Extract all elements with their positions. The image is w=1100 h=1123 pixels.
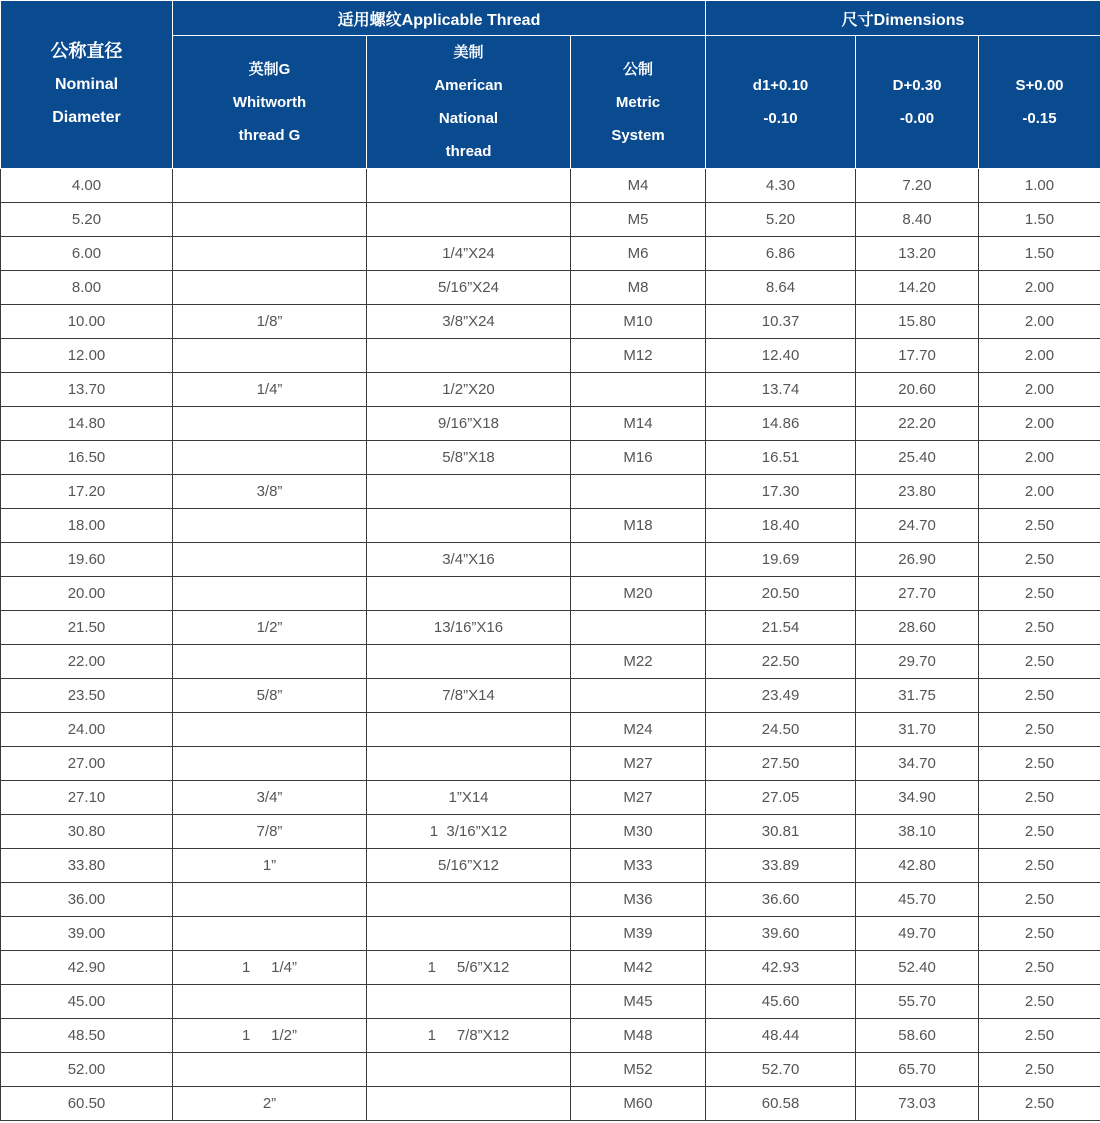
american-cell: 1/2”X20: [367, 373, 571, 407]
american-cell: 9/16”X18: [367, 407, 571, 441]
S-cell: 2.50: [979, 849, 1100, 883]
d1-cell: 48.44: [706, 1019, 856, 1053]
nominal-cell: 60.50: [1, 1087, 173, 1121]
d1-cell: 27.50: [706, 747, 856, 781]
S-tolerance-minus: -0.15: [1022, 110, 1057, 127]
D-cell: 26.90: [856, 543, 979, 577]
american-en-label-2: National: [438, 110, 499, 127]
american-cell: [367, 747, 571, 781]
american-cell: 3/4”X16: [367, 543, 571, 577]
american-cell: [367, 645, 571, 679]
d1-cell: 42.93: [706, 951, 856, 985]
d1-cell: 8.64: [706, 271, 856, 305]
whitworth-cell: [173, 1053, 367, 1087]
whitworth-cell: [173, 985, 367, 1019]
whitworth-cell: [173, 577, 367, 611]
whitworth-cell: [173, 407, 367, 441]
d1-cell: 22.50: [706, 645, 856, 679]
nominal-cell: 36.00: [1, 883, 173, 917]
d1-cell: 12.40: [706, 339, 856, 373]
nominal-cell: 21.50: [1, 611, 173, 645]
whitworth-cell: 1 1/2”: [173, 1019, 367, 1053]
metric-cell: M16: [571, 441, 706, 475]
d1-cell: 4.30: [706, 169, 856, 203]
table-row: [1, 1087, 1100, 1121]
metric-cell: M52: [571, 1053, 706, 1087]
whitworth-cell: [173, 917, 367, 951]
d1-cell: 17.30: [706, 475, 856, 509]
nominal-cell: 18.00: [1, 509, 173, 543]
D-cell: 31.70: [856, 713, 979, 747]
whitworth-en-label-1: Whitworth: [232, 93, 307, 111]
american-cell: [367, 509, 571, 543]
american-cell: 1/4”X24: [367, 237, 571, 271]
metric-cell: M39: [571, 917, 706, 951]
american-cell: [367, 985, 571, 1019]
metric-cell: M33: [571, 849, 706, 883]
d1-tolerance-minus: -0.10: [763, 110, 798, 127]
table-row: [1, 407, 1100, 441]
table-row: [1, 985, 1100, 1019]
metric-cell: M60: [571, 1087, 706, 1121]
nominal-cell: 30.80: [1, 815, 173, 849]
S-cell: 2.50: [979, 1053, 1100, 1087]
nominal-cell: 20.00: [1, 577, 173, 611]
american-header: [367, 36, 571, 169]
d1-cell: 30.81: [706, 815, 856, 849]
american-zh-label: 美制: [453, 44, 484, 61]
metric-cell: M4: [571, 169, 706, 203]
american-en-label-3: thread: [445, 143, 492, 160]
metric-cell: [571, 475, 706, 509]
table-row: [1, 475, 1100, 509]
S-cell: 2.00: [979, 373, 1100, 407]
american-cell: [367, 339, 571, 373]
metric-cell: M30: [571, 815, 706, 849]
d1-cell: 45.60: [706, 985, 856, 1019]
d1-cell: 23.49: [706, 679, 856, 713]
D-cell: 13.20: [856, 237, 979, 271]
S-cell: 1.00: [979, 169, 1100, 203]
metric-cell: M22: [571, 645, 706, 679]
nominal-cell: 48.50: [1, 1019, 173, 1053]
d1-cell: 60.58: [706, 1087, 856, 1121]
S-cell: 2.50: [979, 1087, 1100, 1121]
nominal-cell: 23.50: [1, 679, 173, 713]
S-cell: 2.50: [979, 917, 1100, 951]
whitworth-cell: 5/8”: [173, 679, 367, 713]
S-cell: 2.00: [979, 441, 1100, 475]
metric-zh-label: 公制: [623, 60, 654, 78]
d1-cell: 52.70: [706, 1053, 856, 1087]
metric-cell: [571, 679, 706, 713]
d1-header: [706, 36, 856, 169]
nominal-cell: 4.00: [1, 169, 173, 203]
nominal-cell: 14.80: [1, 407, 173, 441]
table-row: [1, 849, 1100, 883]
d1-cell: 14.86: [706, 407, 856, 441]
S-cell: 2.00: [979, 305, 1100, 339]
S-cell: 2.50: [979, 1019, 1100, 1053]
nominal-cell: 16.50: [1, 441, 173, 475]
table-row: [1, 1053, 1100, 1087]
american-cell: 13/16”X16: [367, 611, 571, 645]
metric-en-label-2: System: [611, 126, 665, 144]
table-row: [1, 373, 1100, 407]
whitworth-cell: [173, 713, 367, 747]
american-cell: 1 7/8”X12: [367, 1019, 571, 1053]
nominal-cell: 42.90: [1, 951, 173, 985]
S-cell: 2.50: [979, 713, 1100, 747]
header-row-groups: [1, 1, 1100, 36]
metric-cell: M36: [571, 883, 706, 917]
table-row: [1, 679, 1100, 713]
whitworth-cell: 1/2”: [173, 611, 367, 645]
metric-cell: [571, 611, 706, 645]
table-row: [1, 815, 1100, 849]
D-cell: 31.75: [856, 679, 979, 713]
american-cell: [367, 917, 571, 951]
D-tolerance-minus: -0.00: [899, 110, 935, 127]
metric-cell: [571, 543, 706, 577]
table-row: [1, 509, 1100, 543]
whitworth-cell: [173, 271, 367, 305]
d1-cell: 19.69: [706, 543, 856, 577]
nominal-cell: 22.00: [1, 645, 173, 679]
D-cell: 65.70: [856, 1053, 979, 1087]
S-cell: 1.50: [979, 203, 1100, 237]
american-cell: [367, 203, 571, 237]
metric-cell: M8: [571, 271, 706, 305]
D-cell: 45.70: [856, 883, 979, 917]
d1-cell: 33.89: [706, 849, 856, 883]
nominal-cell: 10.00: [1, 305, 173, 339]
metric-cell: M45: [571, 985, 706, 1019]
nominal-cell: 8.00: [1, 271, 173, 305]
whitworth-cell: 1 1/4”: [173, 951, 367, 985]
D-cell: 73.03: [856, 1087, 979, 1121]
whitworth-cell: [173, 237, 367, 271]
S-cell: 2.50: [979, 951, 1100, 985]
D-cell: 38.10: [856, 815, 979, 849]
S-cell: 2.00: [979, 271, 1100, 305]
D-cell: 28.60: [856, 611, 979, 645]
table-row: [1, 237, 1100, 271]
nominal-cell: 13.70: [1, 373, 173, 407]
D-cell: 58.60: [856, 1019, 979, 1053]
S-cell: 2.50: [979, 985, 1100, 1019]
table-row: [1, 645, 1100, 679]
S-cell: 1.50: [979, 237, 1100, 271]
metric-cell: M14: [571, 407, 706, 441]
whitworth-cell: 7/8”: [173, 815, 367, 849]
american-cell: 1 3/16”X12: [367, 815, 571, 849]
american-cell: 3/8”X24: [367, 305, 571, 339]
american-cell: [367, 169, 571, 203]
american-cell: 5/16”X24: [367, 271, 571, 305]
whitworth-cell: [173, 339, 367, 373]
D-cell: 55.70: [856, 985, 979, 1019]
american-cell: 7/8”X14: [367, 679, 571, 713]
table-row: [1, 339, 1100, 373]
whitworth-cell: 3/8”: [173, 475, 367, 509]
d1-cell: 16.51: [706, 441, 856, 475]
metric-header: [571, 36, 706, 169]
nominal-cell: 33.80: [1, 849, 173, 883]
D-cell: 17.70: [856, 339, 979, 373]
table-row: [1, 169, 1100, 203]
D-cell: 15.80: [856, 305, 979, 339]
dimensions-header: 尺寸Dimensions: [706, 1, 1100, 36]
D-cell: 27.70: [856, 577, 979, 611]
S-cell: 2.50: [979, 645, 1100, 679]
nominal-cell: 24.00: [1, 713, 173, 747]
whitworth-cell: [173, 543, 367, 577]
nominal-cell: 12.00: [1, 339, 173, 373]
whitworth-cell: [173, 883, 367, 917]
metric-cell: M27: [571, 781, 706, 815]
metric-cell: M18: [571, 509, 706, 543]
nominal-zh-label: 公称直径: [50, 41, 123, 61]
metric-cell: M27: [571, 747, 706, 781]
nominal-cell: 39.00: [1, 917, 173, 951]
whitworth-cell: [173, 441, 367, 475]
whitworth-cell: [173, 169, 367, 203]
metric-cell: M24: [571, 713, 706, 747]
S-cell: 2.50: [979, 611, 1100, 645]
whitworth-cell: 1/4”: [173, 373, 367, 407]
S-tolerance-plus: S+0.00: [1015, 77, 1064, 94]
D-cell: 7.20: [856, 169, 979, 203]
D-cell: 42.80: [856, 849, 979, 883]
nominal-en-label-1: Nominal: [54, 76, 119, 93]
american-cell: [367, 713, 571, 747]
S-cell: 2.50: [979, 747, 1100, 781]
nominal-cell: 52.00: [1, 1053, 173, 1087]
whitworth-cell: [173, 747, 367, 781]
S-cell: 2.50: [979, 679, 1100, 713]
D-tolerance-plus: D+0.30: [892, 77, 942, 94]
S-cell: 2.50: [979, 577, 1100, 611]
whitworth-header: [173, 36, 367, 169]
table-row: [1, 713, 1100, 747]
nominal-cell: 6.00: [1, 237, 173, 271]
nominal-cell: 27.10: [1, 781, 173, 815]
d1-cell: 10.37: [706, 305, 856, 339]
D-cell: 14.20: [856, 271, 979, 305]
metric-cell: M10: [571, 305, 706, 339]
d1-cell: 39.60: [706, 917, 856, 951]
D-cell: 22.20: [856, 407, 979, 441]
metric-cell: M5: [571, 203, 706, 237]
metric-cell: M20: [571, 577, 706, 611]
metric-cell: M12: [571, 339, 706, 373]
american-cell: [367, 1087, 571, 1121]
d1-cell: 13.74: [706, 373, 856, 407]
american-cell: 1 5/6”X12: [367, 951, 571, 985]
nominal-cell: 45.00: [1, 985, 173, 1019]
nominal-cell: 19.60: [1, 543, 173, 577]
S-cell: 2.50: [979, 815, 1100, 849]
S-cell: 2.50: [979, 883, 1100, 917]
nominal-cell: 27.00: [1, 747, 173, 781]
nominal-diameter-header: [1, 1, 173, 169]
nominal-cell: 17.20: [1, 475, 173, 509]
whitworth-cell: 2”: [173, 1087, 367, 1121]
whitworth-zh-label: 英制G: [248, 60, 291, 78]
d1-tolerance-plus: d1+0.10: [752, 77, 809, 94]
D-cell: 52.40: [856, 951, 979, 985]
table-body: [1, 169, 1100, 1121]
table-row: [1, 747, 1100, 781]
whitworth-cell: [173, 509, 367, 543]
S-cell: 2.50: [979, 543, 1100, 577]
american-cell: [367, 475, 571, 509]
table-row: [1, 305, 1100, 339]
whitworth-cell: [173, 203, 367, 237]
table-row: [1, 271, 1100, 305]
D-header: [856, 36, 979, 169]
metric-cell: M42: [571, 951, 706, 985]
S-header: [979, 36, 1100, 169]
D-cell: 29.70: [856, 645, 979, 679]
table-row: [1, 611, 1100, 645]
d1-cell: 27.05: [706, 781, 856, 815]
d1-cell: 5.20: [706, 203, 856, 237]
S-cell: 2.50: [979, 509, 1100, 543]
d1-cell: 24.50: [706, 713, 856, 747]
american-en-label-1: American: [434, 77, 503, 94]
american-cell: 5/8”X18: [367, 441, 571, 475]
metric-cell: M48: [571, 1019, 706, 1053]
whitworth-cell: 1”: [173, 849, 367, 883]
S-cell: 2.00: [979, 407, 1100, 441]
table-row: [1, 1019, 1100, 1053]
d1-cell: 18.40: [706, 509, 856, 543]
american-cell: 1”X14: [367, 781, 571, 815]
D-cell: 49.70: [856, 917, 979, 951]
american-cell: [367, 577, 571, 611]
D-cell: 34.90: [856, 781, 979, 815]
metric-cell: [571, 373, 706, 407]
table-row: [1, 577, 1100, 611]
american-cell: [367, 1053, 571, 1087]
nominal-en-label-2: Diameter: [52, 109, 121, 126]
table-row: [1, 203, 1100, 237]
nominal-cell: 5.20: [1, 203, 173, 237]
whitworth-cell: [173, 645, 367, 679]
table-row: [1, 951, 1100, 985]
table-row: [1, 917, 1100, 951]
american-cell: 5/16”X12: [367, 849, 571, 883]
d1-cell: 20.50: [706, 577, 856, 611]
metric-cell: M6: [571, 237, 706, 271]
d1-cell: 36.60: [706, 883, 856, 917]
metric-en-label-1: Metric: [615, 93, 661, 111]
D-cell: 23.80: [856, 475, 979, 509]
table-row: [1, 781, 1100, 815]
D-cell: 8.40: [856, 203, 979, 237]
applicable-thread-header: 适用螺纹Applicable Thread: [173, 1, 706, 36]
table-row: [1, 883, 1100, 917]
D-cell: 20.60: [856, 373, 979, 407]
table-row: [1, 441, 1100, 475]
whitworth-cell: 3/4”: [173, 781, 367, 815]
S-cell: 2.00: [979, 475, 1100, 509]
whitworth-cell: 1/8”: [173, 305, 367, 339]
d1-cell: 6.86: [706, 237, 856, 271]
whitworth-en-label-2: thread G: [238, 126, 301, 144]
S-cell: 2.00: [979, 339, 1100, 373]
table-row: [1, 543, 1100, 577]
d1-cell: 21.54: [706, 611, 856, 645]
D-cell: 25.40: [856, 441, 979, 475]
S-cell: 2.50: [979, 781, 1100, 815]
american-cell: [367, 883, 571, 917]
D-cell: 34.70: [856, 747, 979, 781]
D-cell: 24.70: [856, 509, 979, 543]
